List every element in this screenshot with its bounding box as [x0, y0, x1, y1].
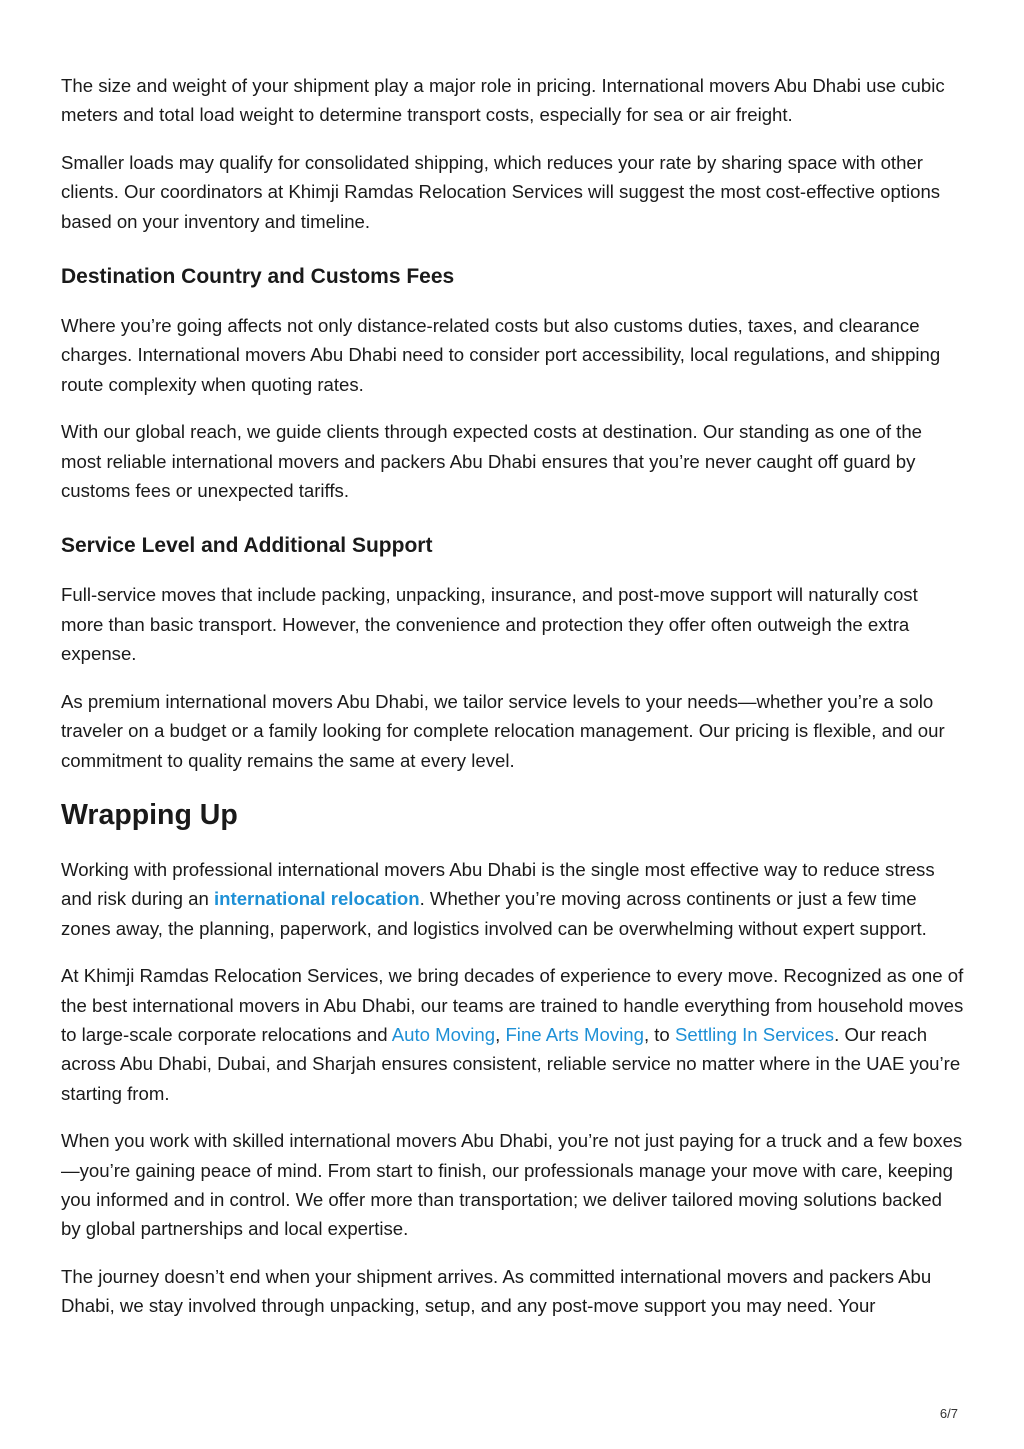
intro-paragraph-1: The size and weight of your shipment play a major role in pricing. International movers Abu Dhabi use cubic meters and total load weight to determine transport costs, especially for sea or air freight.	[61, 75, 945, 126]
destination-heading: Destination Country and Customs Fees	[61, 265, 455, 289]
wrapping-p2-text-after: . Our reach across Abu Dhabi, Dubai, and Sharjah ensures consistent, reliable service no matter where in the UAE you’re starting from.	[61, 1023, 961, 1104]
service-paragraph-2: As premium international movers Abu Dhabi, we tailor service levels to your needs—whether you’re a solo traveler on a budget or a family looking for complete relocation management. Our pricing is flexible, and our commitment to quality remains the same at every level.	[61, 690, 945, 771]
wrapping-paragraph-2	[61, 961, 965, 1108]
wrapping-p2-separator-2: , to	[643, 1023, 675, 1045]
wrapping-paragraph-3: When you work with skilled international movers Abu Dhabi, you’re not just paying for a truck and a few boxes—you’re gaining peace of mind. From start to finish, our professionals manage your move with care, keeping you informed and in control. We offer more than transportation; we deliver tailored moving solutions backed by global partnerships and local expertise.	[61, 1130, 963, 1240]
wrapping-p2-separator-1: ,	[495, 1023, 506, 1045]
fine-arts-moving-link[interactable]: Fine Arts Moving	[505, 1023, 644, 1045]
wrapping-p1-text-after: . Whether you’re moving across continents or just a few time zones away, the planning, paperwork, and logistics involved can be overwhelming without expert support.	[61, 888, 927, 939]
wrapping-paragraph-4: The journey doesn’t end when your shipment arrives. As committed international movers and packers Abu Dhabi, we stay involved through unpacking, setup, and any post-move support you may need. Your	[61, 1265, 932, 1317]
destination-paragraph-1: Where you’re going affects not only distance-related costs but also customs duties, taxes, and clearance charges. International movers Abu Dhabi need to consider port accessibility, local regulations, and shipping route complexity when quoting rates.	[61, 315, 941, 395]
auto-moving-link[interactable]: Auto Moving	[391, 1023, 496, 1045]
wrapping-p1-text-before: Working with professional international movers Abu Dhabi is the single most effective way to reduce stress and risk during an	[61, 858, 935, 910]
wrapping-paragraph-1	[61, 855, 965, 943]
service-heading: Service Level and Additional Support	[61, 534, 433, 558]
service-paragraph-1: Full-service moves that include packing, unpacking, insurance, and post-move support will naturally cost more than basic transport. However, the convenience and protection they offer often outweigh the extra expense.	[61, 584, 918, 665]
wrapping-p2-text-before: At Khimji Ramdas Relocation Services, we bring decades of experience to every move. Recognized as one of the best international movers in Abu Dhabi, our teams are trained to handle everything from household moves to large-scale corporate relocations and	[61, 965, 964, 1045]
document-body	[61, 71, 965, 1339]
destination-paragraph-2: With our global reach, we guide clients through expected costs at destination. Our standing as one of the most reliable international movers and packers Abu Dhabi ensures that you’re never caught off guard by customs fees or unexpected tariffs.	[61, 421, 922, 502]
international-relocation-link[interactable]: international relocation	[213, 888, 420, 910]
settling-in-services-link[interactable]: Settling In Services	[674, 1023, 835, 1045]
page-number: 6/7	[939, 1406, 958, 1421]
intro-paragraph-2: Smaller loads may qualify for consolidated shipping, which reduces your rate by sharing space with other clients. Our coordinators at Khimji Ramdas Relocation Services will suggest the most cost-effective options based on your inventory and timeline.	[61, 151, 941, 232]
wrapping-up-heading: Wrapping Up	[61, 798, 238, 831]
